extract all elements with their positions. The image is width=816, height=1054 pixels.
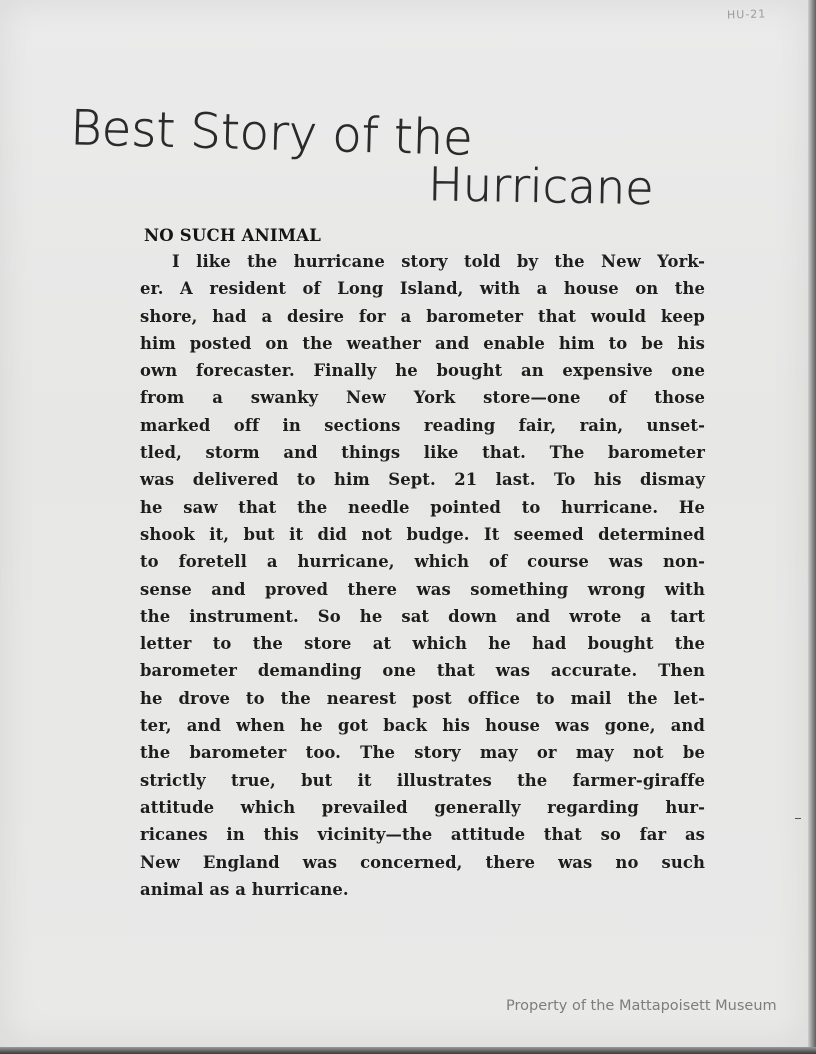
article-line: tled, storm and things like that. The barometer [140, 443, 705, 463]
museum-credit: Property of the Mattapoisett Museum [506, 998, 777, 1014]
article-line: attitude which prevailed generally regarding hur- [140, 797, 705, 817]
newspaper-clipping [140, 226, 705, 903]
article-line: he saw that the needle pointed to hurricane. He [140, 497, 705, 517]
article-line: the instrument. So he sat down and wrote a tart [140, 606, 705, 626]
article-line: shore, had a desire for a barometer that would keep [140, 306, 705, 326]
article-line: ter, and when he got back his house was gone, and [140, 716, 705, 736]
article-line: he drove to the nearest post office to mail the let- [140, 688, 705, 708]
article-line: to foretell a hurricane, which of course was non- [140, 552, 705, 572]
article-line: animal as a hurricane. [140, 879, 349, 899]
scan-background-bottom [0, 1047, 816, 1054]
article-line: sense and proved there was something wrong with [140, 579, 705, 599]
article-line: er. A resident of Long Island, with a house on the [140, 279, 705, 299]
archive-id-note: HU-21 [726, 7, 767, 22]
article-line: from a swanky New York store—one of those [140, 388, 705, 408]
article-headline: NO SUCH ANIMAL [144, 226, 322, 245]
scan-background-edge [808, 0, 816, 1054]
article-line: ricanes in this vicinity—the attitude that so far as [140, 825, 705, 845]
margin-tick-mark [795, 818, 801, 819]
article-line: I like the hurricane story told by the New York- [172, 252, 705, 271]
article-line: New England was concerned, there was no such [140, 852, 705, 872]
article-line: the barometer too. The story may or may not be [140, 743, 705, 763]
article-line: letter to the store at which he had bought the [140, 634, 705, 654]
handwritten-title-line2: Hurricane [427, 157, 655, 215]
article-body [140, 248, 705, 903]
handwritten-title-line1: Best Story of the [69, 100, 474, 167]
article-line: was delivered to him Sept. 21 last. To his dismay [140, 470, 705, 490]
article-line: own forecaster. Finally he bought an expensive one [140, 361, 705, 381]
article-line: strictly true, but it illustrates the farmer-giraffe [140, 770, 705, 790]
handwritten-title [60, 92, 760, 222]
article-line: marked off in sections reading fair, rain, unset- [140, 415, 705, 435]
article-line: shook it, but it did not budge. It seemed determined [140, 524, 705, 544]
article-line: him posted on the weather and enable him to be his [140, 333, 705, 353]
article-line: barometer demanding one that was accurate. Then [140, 661, 705, 681]
handwritten-title-svg [60, 92, 760, 222]
